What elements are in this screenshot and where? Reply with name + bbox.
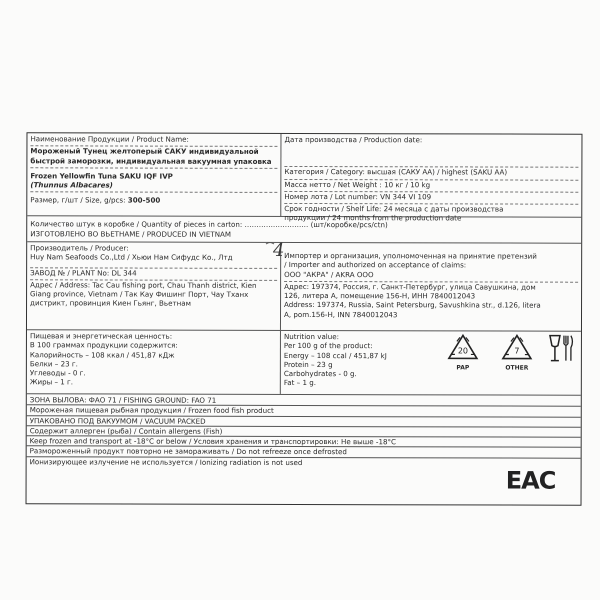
nutrition-en-fat: Fat – 1 g.: [283, 378, 316, 388]
producer-address-2: Giang province, Vietnam / Так Кау Фишинг Порт, Чау Тханх: [30, 289, 249, 300]
lot-label: Номер лота / Lot number:: [284, 191, 378, 202]
eac-text: EAC: [505, 466, 556, 495]
importer-line-1: Импортер и организация, уполномоченная на принятие претензий: [284, 250, 537, 261]
nutrition-ru-energy: Калорийность – 108 ккал / 451,87 кДж: [29, 349, 175, 360]
product-type: Мороженая пищевая рыбная продукция / Frozen food fish product: [29, 405, 274, 416]
footer-section: [27, 394, 581, 468]
producer-name: Huy Nam Seafoods Co.,Ltd / Хьюи Нам Сифудс Ко., Лтд: [30, 252, 233, 263]
nutrition-row: [27, 330, 581, 395]
nutrition-en-cell: [281, 331, 581, 395]
nutrition-en-title: Nutrition value:: [283, 331, 340, 342]
eac-mark: [505, 465, 556, 495]
pap-recycling-symbol: [436, 332, 490, 371]
nutrition-ru-title: Пищевая и энергетическая ценность:: [29, 331, 173, 341]
shelf-life-line-2: продукции / 24 months from the production date: [284, 213, 462, 223]
product-name-label: Наименование Продукции / Product Name:: [30, 134, 189, 144]
nutrition-en-per: Per 100 g of the product:: [283, 341, 373, 351]
product-details-cell: [281, 134, 581, 223]
importer-address-1: Адрес: 197374, Россия, г. Санкт-Петербург, улица Савушкина, дом: [284, 281, 536, 292]
product-latin-name: (Thunnus Albacares): [30, 180, 113, 190]
radiation-info: Ионизирующее излучение не используется / Ionizing radiation is not used: [29, 457, 303, 467]
product-name-cell: [27, 133, 281, 216]
product-info-row: [27, 133, 581, 223]
other-number: 7: [514, 346, 520, 356]
glass-fork-icon: [547, 333, 575, 365]
allergen-info: Содержит аллерген (рыба) / Contain allergens (Fish): [29, 426, 223, 436]
handwritten-mark-icon: [264, 238, 292, 262]
handwritten-number: 4: [273, 240, 285, 261]
category-value: высшая (САКУ АА) / highest (SAKU AA): [367, 167, 508, 177]
nutrition-ru-cell: [27, 330, 281, 394]
production-date-label: Дата производства / Production date:: [284, 134, 423, 145]
product-name-en: Frozen Yellowfin Tuna SAKU IQF IVP: [30, 171, 173, 181]
nutrition-ru-fat: Жиры – 1 г.: [29, 377, 74, 387]
product-name-ru-1: Мороженый Тунец желтоперый САКУ индивидуальной: [30, 146, 259, 157]
nutrition-en-protein: Protein – 23 g: [283, 359, 333, 369]
vacuum-packed: УПАКОВАНО ПОД ВАКУУМОМ / VACUUM PACKED: [29, 415, 206, 426]
pap-number: 20: [457, 346, 469, 356]
importer-name: ООО "АКРА" / AKRA OOO: [284, 269, 374, 279]
importer-address-3: Address: 197374, Russia, Saint Petersburg, Savushkina str., d.126, litera: [284, 300, 541, 311]
lot-value: VN 344 VI 109: [380, 192, 432, 202]
fishing-ground: ЗОНА ВЫЛОВА: ФАО 71 / FISHING GROUND: FAO 71: [29, 395, 217, 405]
category-label: Категория / Category:: [284, 167, 365, 177]
refreeze-info: Размороженный продукт повторно не замораживать / Do not refreeze once defrosted: [29, 446, 347, 457]
quantity-row: [27, 216, 581, 243]
producer-importer-row: [27, 242, 581, 331]
producer-address-3: дистрикт, провинция Киен Гьянг, Вьетнам: [30, 298, 191, 309]
importer-address-2: 126, литера А, помещение 156-Н, ИНН 7840012043: [284, 291, 476, 301]
nutrition-ru-protein: Белки – 23 г.: [29, 359, 78, 369]
importer-address-4: A, pom.156-H, INN 7840012043: [284, 309, 398, 320]
quantity-unit: (шт/коробке/pcs/ctn): [310, 220, 388, 230]
size-label: Размер, г/шт / Size, g/pcs:: [30, 195, 126, 206]
recycle-triangle-icon: [446, 332, 480, 362]
producer-label: Производитель / Producer:: [30, 243, 129, 253]
nutrition-en-energy: Energy – 108 ccal / 451,87 kJ: [283, 350, 387, 360]
other-recycling-symbol: [490, 332, 544, 371]
product-label: [26, 132, 583, 505]
importer-cell: [281, 243, 581, 331]
nutrition-en-carbs: Carbohydrates - 0 g.: [283, 369, 357, 379]
producer-cell: [27, 242, 281, 330]
storage-info: Keep frozen and transport at -18°C or below / Условия хранения и транспортировки: Не выше -18°C: [29, 436, 397, 447]
product-name-ru-2: быстрой заморозки, индивидуальная вакуумная упаковка: [30, 155, 272, 166]
size-value: 300-500: [127, 196, 161, 206]
pap-label: PAP: [456, 364, 470, 372]
quantity-label: Количество штук в коробке / Quantity of pieces in carton:: [30, 219, 243, 230]
origin-text: ИЗГОТОВЛЕНО ВО ВЬЕТНАМЕ / PRODUCED IN VIETNAM: [30, 228, 232, 239]
net-weight-value: 10 кг / 10 kg: [384, 179, 431, 189]
net-weight-label: Масса нетто / Net Weight :: [284, 179, 382, 189]
food-contact-symbol: [544, 333, 578, 367]
recycle-triangle-icon: [500, 333, 534, 363]
eac-logo-icon: [505, 465, 556, 495]
plant-number: ЗАВОД № / PLANT No: DL 344: [30, 267, 137, 278]
nutrition-ru-carbs: Углеводы - 0 г.: [29, 368, 86, 378]
other-label: OTHER: [505, 364, 529, 372]
handwritten-quantity: [264, 238, 292, 262]
quantity-dots: ………………………: [244, 220, 309, 230]
producer-address-1: Адрес / Address: Tac Cau fishing port, Chau Thanh district, Kien: [30, 280, 257, 290]
importer-line-2: / Importer and authorized on acceptance of claims:: [284, 260, 467, 270]
nutrition-ru-per: В 100 граммах продукции содержится:: [29, 340, 178, 350]
shelf-life-line-1: Срок годности / Shelf Life: 24 месяца с даты производства: [284, 204, 504, 214]
